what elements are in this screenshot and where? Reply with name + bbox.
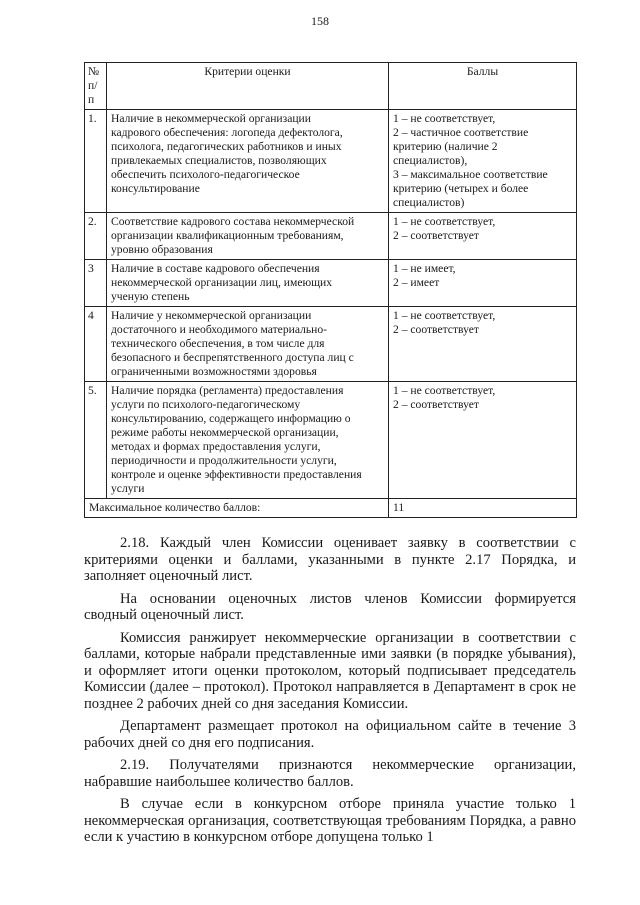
score-line: 1 – не соответствует,	[393, 112, 496, 125]
criteria-table	[84, 62, 577, 518]
table-row	[85, 307, 577, 382]
header-number-line: №	[88, 65, 100, 78]
score-line: 1 – не соответствует,	[393, 309, 496, 322]
header-number-line: п	[88, 93, 95, 106]
score-line: 3 – максимальное соответствие	[393, 168, 548, 181]
total-row	[85, 499, 577, 518]
paragraph: 2.19. Получателями признаются некоммерческие организации, набравшие наибольшее количество баллов.	[84, 757, 576, 790]
table-header-row	[85, 63, 577, 110]
total-label: Максимальное количество баллов:	[85, 499, 389, 518]
row-score	[389, 307, 577, 382]
row-number: 4	[85, 307, 107, 382]
score-line: специалистов)	[393, 196, 465, 209]
criteria-line: обеспечить психолого-педагогическое	[111, 168, 300, 181]
criteria-line: технического обеспечения, в том числе для	[111, 337, 325, 350]
criteria-line: режиме работы некоммерческой организации,	[111, 426, 339, 439]
score-line: 1 – не соответствует,	[393, 215, 496, 228]
criteria-line: контроле и оценке эффективности предоставления	[111, 468, 362, 481]
row-number: 1.	[85, 110, 107, 213]
row-score	[389, 382, 577, 499]
criteria-line: услуги	[111, 482, 145, 495]
table-row	[85, 213, 577, 260]
row-criteria	[107, 260, 389, 307]
criteria-line: безопасного и беспрепятственного доступа лиц с	[111, 351, 354, 364]
row-score	[389, 260, 577, 307]
criteria-line: ученую степень	[111, 290, 190, 303]
criteria-line: Наличие в некоммерческой организации	[111, 112, 311, 125]
criteria-line: консультированию, содержащего информацию о	[111, 412, 351, 425]
header-number	[85, 63, 107, 110]
page-number: 158	[311, 14, 329, 28]
criteria-line: некоммерческой организации лиц, имеющих	[111, 276, 333, 289]
criteria-line: периодичности и продолжительности услуги,	[111, 454, 337, 467]
criteria-line: Соответствие кадрового состава некоммерческой	[111, 215, 355, 228]
row-criteria	[107, 110, 389, 213]
paragraph: На основании оценочных листов членов Комиссии формируется сводный оценочный лист.	[84, 590, 576, 623]
criteria-line: услуги по психолого-педагогическому	[111, 398, 301, 411]
score-line: 2 – имеет	[393, 276, 440, 289]
criteria-line: организации квалификационным требованиям,	[111, 229, 344, 242]
header-score: Баллы	[389, 63, 577, 110]
score-line: критерию (четырех и более	[393, 182, 529, 195]
paragraph: В случае если в конкурсном отборе приняла участие только 1 некоммерческая организация, соответствующая требованиям Порядка, а равно если к участию в конкурсном отборе допущена только 1	[84, 796, 576, 845]
score-line: 2 – соответствует	[393, 323, 479, 336]
total-value: 11	[389, 499, 577, 518]
header-number-line: п/	[88, 79, 98, 92]
row-score	[389, 213, 577, 260]
criteria-line: Наличие порядка (регламента) предоставления	[111, 384, 344, 397]
score-line: специалистов),	[393, 154, 468, 167]
criteria-line: ограниченными возможностями здоровья	[111, 365, 317, 378]
row-number: 3	[85, 260, 107, 307]
paragraph: 2.18. Каждый член Комиссии оценивает заявку в соответствии с критериями оценки и баллами, указанными в пункте 2.17 Порядка, и заполняет оценочный лист.	[84, 535, 576, 584]
criteria-line: консультирование	[111, 182, 200, 195]
score-line: критерию (наличие 2	[393, 140, 498, 153]
table-row	[85, 260, 577, 307]
score-line: 2 – соответствует	[393, 229, 479, 242]
criteria-line: кадрового обеспечения: логопеда дефектолога,	[111, 126, 343, 139]
table-row	[85, 110, 577, 213]
row-criteria	[107, 307, 389, 382]
score-line: 2 – соответствует	[393, 398, 479, 411]
row-criteria	[107, 213, 389, 260]
row-score	[389, 110, 577, 213]
row-criteria	[107, 382, 389, 499]
score-line: 1 – не соответствует,	[393, 384, 496, 397]
score-line: 2 – частичное соответствие	[393, 126, 529, 139]
table-row	[85, 382, 577, 499]
criteria-line: методах и формах предоставления услуги,	[111, 440, 321, 453]
row-number: 5.	[85, 382, 107, 499]
criteria-line: уровню образования	[111, 243, 213, 256]
paragraph: Департамент размещает протокол на официальном сайте в течение 3 рабочих дней со дня его подписания.	[84, 718, 576, 751]
criteria-line: Наличие в составе кадрового обеспечения	[111, 262, 320, 275]
criteria-line: Наличие у некоммерческой организации	[111, 309, 312, 322]
criteria-line: достаточного и необходимого материально-	[111, 323, 328, 336]
score-line: 1 – не имеет,	[393, 262, 456, 275]
criteria-line: привлекаемых специалистов, позволяющих	[111, 154, 327, 167]
body-text	[84, 535, 576, 852]
criteria-line: психолога, педагогических работников и иных	[111, 140, 342, 153]
header-criteria: Критерии оценки	[107, 63, 389, 110]
paragraph: Комиссия ранжирует некоммерческие организации в соответствии с баллами, которые набрали представленные ими заявки (в порядке убывания), и оформляет итоги оценки протоколом, который подписывает председатель Комиссии (далее – протокол). Протокол направляется в Департамент в срок не позднее 2 рабочих дней со дня заседания Комиссии.	[84, 629, 576, 712]
row-number: 2.	[85, 213, 107, 260]
